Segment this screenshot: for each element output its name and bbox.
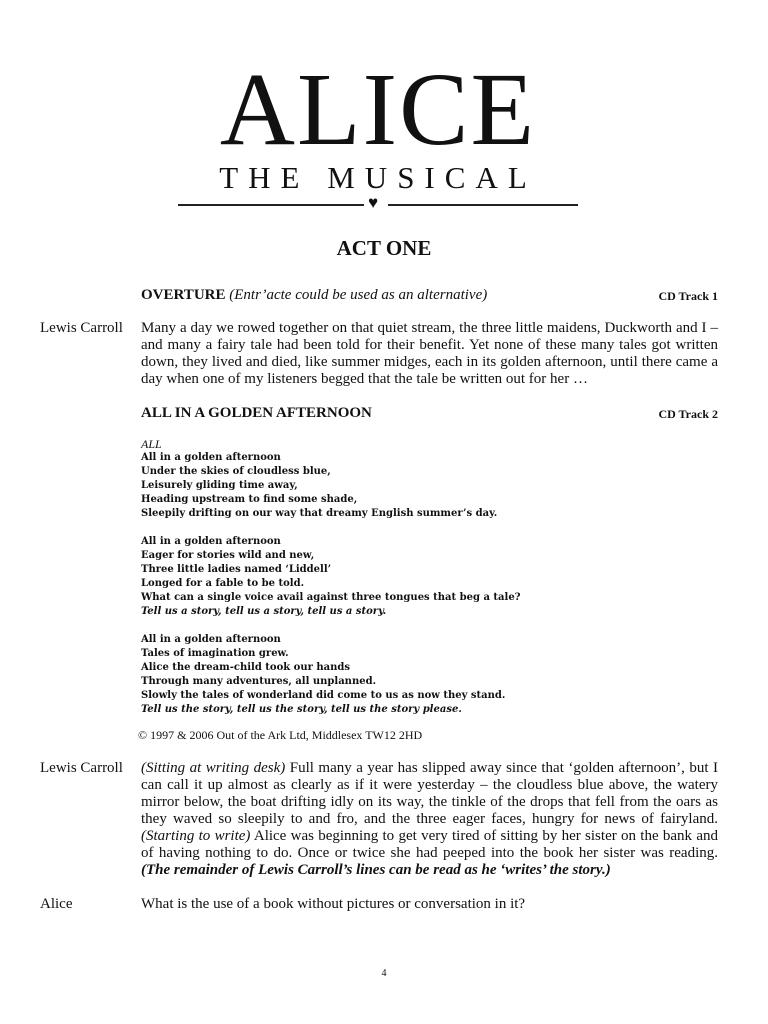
song-cd-track: CD Track 2 — [658, 407, 718, 421]
lyrics-all-label: ALL — [141, 437, 162, 451]
lyric-line: All in a golden afternoon — [141, 536, 281, 547]
lyric-line: All in a golden afternoon — [141, 452, 281, 463]
lyric-line-italic: Tell us a story, tell us a story, tell us a story. — [141, 606, 387, 617]
lyric-line: Tales of imagination grew. — [141, 648, 289, 659]
alice-logo — [176, 52, 580, 212]
speaker-alice: Alice — [40, 896, 73, 912]
lyric-line: All in a golden afternoon — [141, 634, 281, 645]
lyric-line-italic: Tell us the story, tell us the story, tell us the story please. — [141, 704, 462, 715]
page-number: 4 — [381, 968, 387, 979]
stage-direction: (Sitting at writing desk) — [141, 760, 286, 776]
overture-note: (Entr’acte could be used as an alternative) — [229, 287, 488, 303]
stage-direction: (Starting to write) — [141, 828, 251, 844]
logo-subtitle: THE MUSICAL — [219, 160, 537, 195]
lyric-line: Three little ladies named ‘Liddell’ — [141, 564, 332, 575]
lyric-line: Eager for stories wild and new, — [141, 550, 315, 561]
speech-lewis-carroll-2 — [141, 760, 718, 879]
logo-rule-left — [178, 204, 364, 206]
overture-cd-track: CD Track 1 — [658, 289, 718, 303]
lyric-line: Longed for a fable to be told. — [141, 578, 305, 589]
copyright-notice: © 1997 & 2006 Out of the Ark Ltd, Middlesex TW12 2HD — [138, 728, 423, 742]
speech-alice: What is the use of a book without pictures or conversation in it? — [141, 896, 526, 912]
overture-title: OVERTURE — [141, 287, 226, 303]
lyric-line: Heading upstream to find some shade, — [141, 494, 358, 505]
lyric-line: Alice the dream-child took our hands — [141, 662, 350, 673]
overture-heading — [141, 287, 487, 304]
lyric-line: Through many adventures, all unplanned. — [141, 676, 377, 687]
logo-title: ALICE — [219, 52, 537, 167]
lyric-line: Slowly the tales of wonderland did come to us as now they stand. — [141, 690, 506, 701]
speech-lewis-carroll-1: Many a day we rowed together on that quiet stream, the three little maidens, Duckworth and I – and many a fairy tale had been told for their benefit. Yet none of these many tales got written down, they lived and died, like summer midges, each in its golden afternoon, until there came a day when one of my listeners begged that the tale be written out for her … — [141, 320, 718, 387]
speaker-lewis-carroll-2: Lewis Carroll — [40, 760, 123, 776]
song-lyrics — [141, 437, 701, 717]
logo-rule-right — [388, 204, 578, 206]
speech-text: Alice was beginning to get very tired of sitting by her sister on the bank and of having nothing to do. Once or twice she had peeped into the book her sister was reading. — [141, 828, 718, 861]
lyric-line: What can a single voice avail against three tongues that beg a tale? — [141, 592, 521, 603]
lyric-line: Sleepily drifting on our way that dreamy English summer’s day. — [141, 508, 498, 519]
song-heading — [141, 405, 372, 422]
lyric-line: Under the skies of cloudless blue, — [141, 466, 331, 477]
speech-text: Full many a year has slipped away since that ‘golden afternoon’, but I can call it up almost as clearly as if it were yesterday – the cloudless blue above, the watery mirror below, the boat drifting idly on its way, the tinkle of the drops that fell from the oars as they waved so sleepily to and fro, and the three eager faces, hungry for news of fairyland. — [141, 760, 718, 827]
lyric-line: Leisurely gliding time away, — [141, 480, 298, 491]
heart-icon: ♥ — [368, 193, 379, 212]
act-title: ACT ONE — [336, 236, 432, 260]
logo-rule — [176, 193, 580, 212]
song-title: ALL IN A GOLDEN AFTERNOON — [141, 405, 372, 421]
speaker-lewis-carroll-1: Lewis Carroll — [40, 320, 123, 336]
stage-direction-bold: (The remainder of Lewis Carroll’s lines can be read as he ‘writes’ the story.) — [141, 862, 611, 878]
